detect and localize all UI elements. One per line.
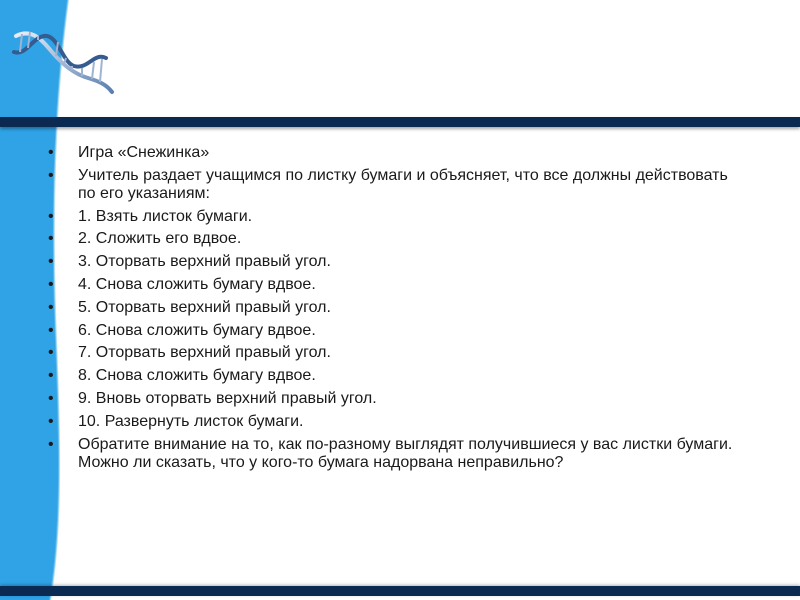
bullet-icon: • (48, 275, 54, 293)
bullet-item (48, 167, 738, 203)
bullet-icon: • (48, 321, 54, 339)
bullet-item (48, 253, 738, 271)
bullet-item (48, 276, 738, 294)
bullet-text: 1. Взять листок бумаги. (78, 207, 253, 225)
bullet-list (48, 144, 738, 472)
bullet-text: Учитель раздает учащимся по листку бумаги и объясняет, что все должны действовать по его указаниям: (78, 166, 728, 202)
bullet-text: 10. Развернуть листок бумаги. (78, 412, 304, 430)
bullet-text: 8. Снова сложить бумагу вдвое. (78, 367, 316, 385)
bullet-item (48, 144, 738, 162)
bullet-item (48, 390, 738, 408)
footer-divider (0, 586, 800, 596)
bullet-icon: • (48, 230, 54, 248)
bullet-icon: • (48, 253, 54, 271)
bullet-text: 9. Вновь оторвать верхний правый угол. (78, 389, 377, 407)
bullet-item (48, 436, 738, 472)
bullet-icon: • (48, 435, 54, 453)
bullet-icon: • (48, 298, 54, 316)
bullet-text: 3. Оторвать верхний правый угол. (78, 253, 331, 271)
bullet-item (48, 413, 738, 431)
bullet-text: 2. Сложить его вдвое. (78, 230, 242, 248)
bullet-text: Обратите внимание на то, как по-разному выглядят получившиеся у вас листки бумаги. Можно ли сказать, что у кого-то бумага надорвана неправильно? (78, 435, 733, 471)
bullet-item (48, 367, 738, 385)
bullet-item (48, 322, 738, 340)
bullet-text: 7. Оторвать верхний правый угол. (78, 344, 331, 362)
header-divider (0, 117, 800, 127)
bullet-text: 6. Снова сложить бумагу вдвое. (78, 321, 316, 339)
bullet-text: Игра «Снежинка» (78, 144, 210, 161)
bullet-item (48, 230, 738, 248)
dna-helix-icon (8, 22, 118, 102)
bullet-text: 5. Оторвать верхний правый угол. (78, 298, 331, 316)
bullet-icon: • (48, 344, 54, 362)
bullet-icon: • (48, 166, 54, 184)
bullet-icon: • (48, 207, 54, 225)
bullet-item (48, 208, 738, 226)
bullet-icon: • (48, 144, 54, 161)
bullet-icon: • (48, 389, 54, 407)
bullet-icon: • (48, 412, 54, 430)
slide-content (48, 144, 738, 476)
bullet-item (48, 344, 738, 362)
bullet-item (48, 299, 738, 317)
bullet-text: 4. Снова сложить бумагу вдвое. (78, 275, 316, 293)
bullet-icon: • (48, 367, 54, 385)
